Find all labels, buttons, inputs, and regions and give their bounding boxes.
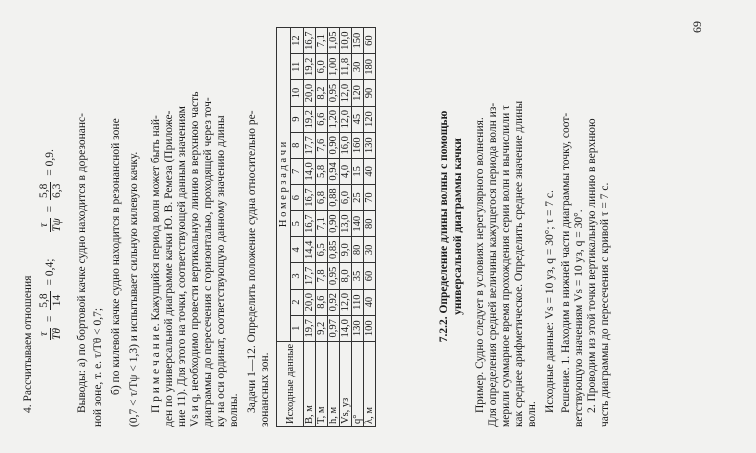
table-cell: 6,5 xyxy=(316,237,328,263)
table-cell: 0,94 xyxy=(328,158,340,184)
table-cell: 12,0 xyxy=(340,80,352,106)
table-column-header: 7 xyxy=(290,158,304,184)
table-cell: 130 xyxy=(364,132,376,158)
tasks-line: Задачи 1—12. Определить положение судна относительно ре- xyxy=(246,110,258,413)
table-row-label: Vs, уз xyxy=(340,341,352,426)
table-column-header: 11 xyxy=(290,54,304,80)
note-line: ден по универсальной диаграмме качки Ю. В. Ремеза (Приложе- xyxy=(163,110,175,427)
table-cell: 45 xyxy=(352,106,364,132)
table-row-label: q° xyxy=(352,341,364,426)
table-cell: 12,0 xyxy=(340,106,352,132)
table-row-label: T, м xyxy=(316,341,328,426)
table-cell: 16,7 xyxy=(304,184,316,210)
table-row-label: λ, м xyxy=(364,341,376,426)
table-column-header: 3 xyxy=(290,263,304,289)
table-cell: 8,0 xyxy=(340,263,352,289)
table-body xyxy=(304,28,376,427)
table-cell: 0,95 xyxy=(328,80,340,106)
table-row-label: B, м xyxy=(304,341,316,426)
table-cell: 110 xyxy=(352,289,364,315)
table-column-header: 5 xyxy=(290,211,304,237)
table-cell: 19,2 xyxy=(304,106,316,132)
table-cell: 1,00 xyxy=(328,54,340,80)
table-cell: 0,95 xyxy=(328,263,340,289)
table-cell: 7,6 xyxy=(316,132,328,158)
table-cell: 0,90 xyxy=(328,211,340,237)
table-cell: 30 xyxy=(364,237,376,263)
table-cell: 20,0 xyxy=(304,289,316,315)
eq1-value: = 0,4; xyxy=(44,258,57,286)
table-row xyxy=(340,28,352,427)
example-line: волн. xyxy=(526,401,538,427)
note-line: волны. xyxy=(228,393,240,427)
table-cell: 150 xyxy=(352,28,364,54)
table-group-label: Н о м е р з а д а ч и xyxy=(277,28,291,342)
note-line: Vs и q, необходимо провести вертикальную линию в верхнюю часть xyxy=(189,91,201,427)
table-cell: 6,6 xyxy=(316,106,328,132)
table-cell: 70 xyxy=(364,184,376,210)
table-cell: 12,0 xyxy=(340,289,352,315)
table-cell: 19,7 xyxy=(304,315,316,341)
table-cell: 35 xyxy=(352,263,364,289)
table-cell: 0,97 xyxy=(328,315,340,341)
table-row xyxy=(304,28,316,427)
table-cell: 14,4 xyxy=(304,237,316,263)
table-cell: 130 xyxy=(352,315,364,341)
table-column-header: 12 xyxy=(290,28,304,54)
table-cell: 0,88 xyxy=(328,184,340,210)
note-line: П р и м е ч а н и е. Кажущийся период волн может быть най- xyxy=(150,115,162,413)
table-row xyxy=(364,28,376,427)
table-cell: 120 xyxy=(364,106,376,132)
table-cell: 60 xyxy=(364,28,376,54)
table-cell: 25 xyxy=(352,184,364,210)
table-cell: 7,8 xyxy=(316,263,328,289)
example-line: Для определения средней величины кажущегося периода волн из- xyxy=(487,102,499,427)
table-cell: 7,1 xyxy=(316,211,328,237)
solution-line: 2. Проводим из этой точки вертикальную линию в верхнюю xyxy=(586,118,598,413)
table-cell: 4,0 xyxy=(340,158,352,184)
table-cell: 8,6 xyxy=(316,289,328,315)
table-cell: 0,92 xyxy=(328,289,340,315)
table-column-header: 2 xyxy=(290,289,304,315)
eq1-rhs-fraction: 5,8 14 xyxy=(38,293,63,308)
table-cell: 6,8 xyxy=(316,184,328,210)
table-cell: 14,0 xyxy=(340,315,352,341)
table-cell: 80 xyxy=(352,237,364,263)
table-row xyxy=(352,28,364,427)
solution-line: Решение. 1. Находим в нижней части диаграммы точку, соот- xyxy=(560,112,572,413)
table-cell: 9,0 xyxy=(340,237,352,263)
table-cell: 16,7 xyxy=(304,28,316,54)
table-cell: 17,7 xyxy=(304,263,316,289)
table-cell: 1,20 xyxy=(328,106,340,132)
table-cell: 80 xyxy=(364,211,376,237)
eq2-rhs-fraction: 5,8 6,3 xyxy=(38,183,63,198)
table-cell: 5,8 xyxy=(316,158,328,184)
table-cell: 120 xyxy=(352,80,364,106)
page-number: 69 xyxy=(690,21,704,33)
table-cell: 100 xyxy=(364,315,376,341)
table-column-header: 10 xyxy=(290,80,304,106)
given-data-line: Исходные данные: Vs = 10 уз, q = 30°; τ = 7 с. xyxy=(544,190,556,413)
table-cell: 8,2 xyxy=(316,80,328,106)
table-row xyxy=(328,28,340,427)
table-column-header: 9 xyxy=(290,106,304,132)
table-cell: 19,2 xyxy=(304,54,316,80)
table-cell: 16,0 xyxy=(340,132,352,158)
table-column-header: 8 xyxy=(290,132,304,158)
note-line: ку на оси ординат, соответствующую данному значению длины xyxy=(215,115,227,427)
table-column-header: 1 xyxy=(290,315,304,341)
table-cell: 40 xyxy=(364,289,376,315)
conclusion-a-line1: Выводы: а) по бортовой качке судно находится в дорезонанс- xyxy=(76,113,88,413)
table-cell: 40 xyxy=(364,158,376,184)
solution-line: ветствующую значениям Vs = 10 уз, q = 30°. xyxy=(573,209,585,427)
table-cell: 6,0 xyxy=(340,184,352,210)
tasks-line: зонансных зон. xyxy=(259,352,271,427)
item4-intro: 4. Рассчитываем отношения xyxy=(22,275,34,413)
example-line: Пример. Судно следует в условиях нерегулярного волнения. xyxy=(474,117,486,413)
table-column-header: 4 xyxy=(290,237,304,263)
table-cell: 90 xyxy=(364,80,376,106)
example-line: мерили суммарное время прохождения серии волн и вычислили τ xyxy=(500,105,512,427)
table-cell: 140 xyxy=(352,211,364,237)
task-data-table xyxy=(276,27,376,427)
solution-line: часть диаграммы до пересечения с кривой τ = 7 с. xyxy=(599,182,611,427)
table-cell: 11,8 xyxy=(340,54,352,80)
table-cell: 0,85 xyxy=(328,237,340,263)
table-cell: 180 xyxy=(364,54,376,80)
table-cell: 10,0 xyxy=(340,28,352,54)
table-cell: 14,0 xyxy=(304,158,316,184)
conclusion-b-line2: (0,7 < τ/Tψ < 1,3) и испытывает сильную килевую качку. xyxy=(128,151,140,427)
table-cell: 6,0 xyxy=(316,54,328,80)
eq2-fraction: τ Tψ xyxy=(38,218,63,232)
table-cell: 30 xyxy=(352,54,364,80)
conclusion-b-line1: б) по килевой качке судно находится в резонансной зоне xyxy=(110,118,122,395)
table-cell: 0,90 xyxy=(328,132,340,158)
section-title-line2: универсальной диаграммы качки xyxy=(452,138,464,315)
table-row xyxy=(316,28,328,427)
table-head-label: Исходные данные xyxy=(277,341,304,426)
table-cell: 160 xyxy=(352,132,364,158)
example-line: как среднее арифметическое. Определить среднее значение длины xyxy=(513,100,525,427)
table-cell: 9,2 xyxy=(316,315,328,341)
table-cell: 17,7 xyxy=(304,132,316,158)
conclusion-a-line2: ной зоне, т. е. τ/Tθ < 0,7; xyxy=(92,307,104,427)
table-cell: 1,05 xyxy=(328,28,340,54)
note-line: ние 11). Для этого на точки, соответствующей данным значениям xyxy=(176,106,188,427)
table-cell: 16,7 xyxy=(304,211,316,237)
table-cell: 15 xyxy=(352,158,364,184)
table-cell: 7,1 xyxy=(316,28,328,54)
eq1-fraction: τ Tθ xyxy=(38,327,63,340)
table-row-label: h, м xyxy=(328,341,340,426)
table-column-header: 6 xyxy=(290,184,304,210)
ratio-equations: τ Tθ = 5,8 14 = 0,4; τ Tψ = 5,8 6,3 = 0,9. xyxy=(38,149,63,340)
section-title-line1: 7.2.2. Определение длины волны с помощью xyxy=(438,110,450,343)
table-cell: 20,0 xyxy=(304,80,316,106)
table-cell: 60 xyxy=(364,263,376,289)
eq2-value: = 0,9. xyxy=(44,149,57,176)
note-line: диаграммы до пересечения с горизонталью, проходящей через точ- xyxy=(202,97,214,427)
table-cell: 13,0 xyxy=(340,211,352,237)
